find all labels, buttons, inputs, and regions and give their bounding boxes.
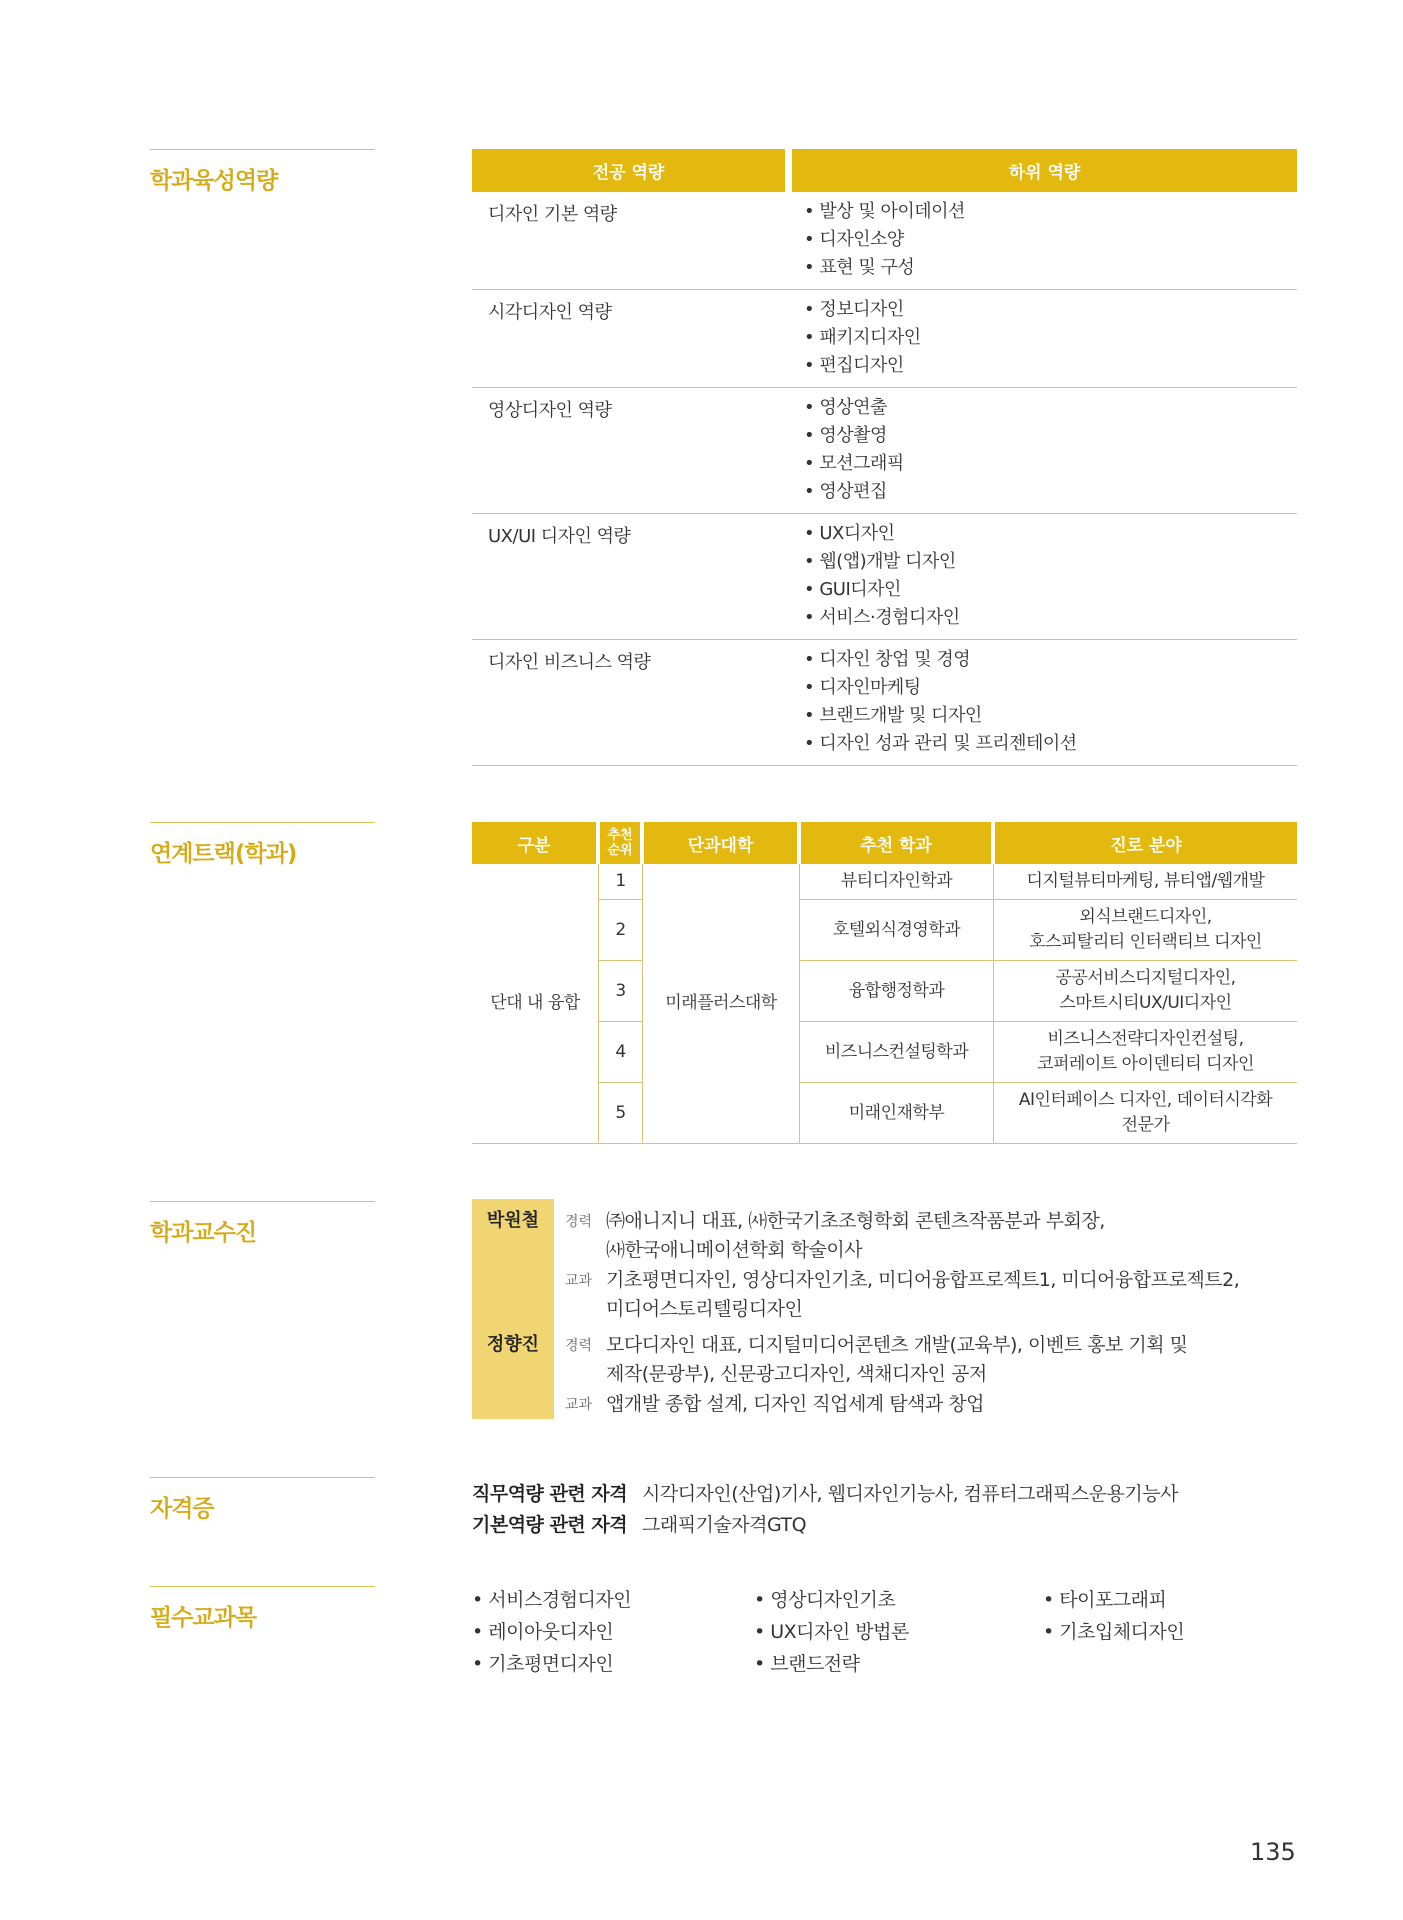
track-table bbox=[472, 822, 1297, 1144]
course-item: • 서비스경험디자인 bbox=[472, 1589, 632, 1611]
faculty-career-line: ㈜애니지니 대표, ㈔한국기초조형학회 콘텐츠작품분과 부회장, bbox=[606, 1210, 1105, 1232]
list-item: • 모션그래픽 bbox=[804, 453, 904, 474]
section-label-required: 필수교과목 bbox=[150, 1586, 375, 1632]
list-item: • 영상촬영 bbox=[804, 425, 887, 446]
course-item: • UX디자인 방법론 bbox=[754, 1621, 909, 1643]
list-item: • 서비스·경험디자인 bbox=[804, 607, 960, 628]
header-category: 구분 bbox=[472, 822, 596, 864]
list-item: • 디자인마케팅 bbox=[804, 677, 921, 698]
faculty-course-line: 기초평면디자인, 영상디자인기초, 미디어융합프로젝트1, 미디어융합프로젝트2, bbox=[606, 1269, 1240, 1291]
header-sub-competency: 하위 역량 bbox=[792, 149, 1297, 192]
track-department: 융합행정학과 bbox=[848, 980, 945, 1001]
table-row bbox=[472, 192, 1297, 290]
list-item: • 정보디자인 bbox=[804, 299, 904, 320]
track-rank: 2 bbox=[615, 919, 626, 940]
course-item: • 기초입체디자인 bbox=[1043, 1621, 1185, 1643]
table-row bbox=[472, 514, 1297, 640]
list-item: • UX디자인 bbox=[804, 523, 895, 544]
list-item: • 영상편집 bbox=[804, 481, 887, 502]
list-item: • 디자인 성과 관리 및 프리젠테이션 bbox=[804, 733, 1077, 754]
track-rank: 5 bbox=[615, 1102, 626, 1123]
list-item: • 발상 및 아이데이션 bbox=[804, 201, 965, 222]
track-career: 공공서비스디지털디자인, 스마트시티UX/UI디자인 bbox=[1055, 968, 1236, 1013]
course-tag: 교과 bbox=[565, 1273, 593, 1289]
course-tag: 교과 bbox=[565, 1397, 593, 1413]
track-department: 비즈니스컨설팅학과 bbox=[824, 1041, 969, 1062]
faculty-course-line: 미디어스토리텔링디자인 bbox=[606, 1298, 803, 1320]
header-career: 진로 분야 bbox=[995, 822, 1297, 864]
faculty-name: 박원철 bbox=[486, 1210, 540, 1231]
course-item: • 기초평면디자인 bbox=[472, 1653, 614, 1675]
track-rank: 4 bbox=[615, 1041, 626, 1062]
header-rank-line2: 순위 bbox=[607, 843, 633, 858]
track-career: AI인터페이스 디자인, 데이터시각화 전문가 bbox=[1018, 1090, 1273, 1135]
cert-basic-value: 그래픽기술자격GTQ bbox=[642, 1514, 807, 1536]
section-label-certificates: 자격증 bbox=[150, 1477, 375, 1523]
course-item: • 영상디자인기초 bbox=[754, 1589, 896, 1611]
header-rank-line1: 추천 bbox=[607, 828, 633, 843]
major-competency: 디자인 비즈니스 역량 bbox=[488, 652, 651, 673]
table-row bbox=[472, 640, 1297, 766]
course-item: • 레이아웃디자인 bbox=[472, 1621, 614, 1643]
sub-competency-list bbox=[792, 192, 1297, 289]
sub-competency-list bbox=[792, 388, 1297, 513]
page-number: 135 bbox=[1250, 1838, 1296, 1866]
header-department: 추천 학과 bbox=[801, 822, 991, 864]
track-career: 외식브랜드디자인, 호스피탈리티 인터랙티브 디자인 bbox=[1029, 907, 1262, 952]
table-row bbox=[472, 290, 1297, 388]
faculty-name: 정향진 bbox=[486, 1334, 540, 1355]
competency-table-header bbox=[472, 149, 1297, 192]
track-department: 뷰티디자인학과 bbox=[840, 871, 953, 891]
sub-competency-list bbox=[792, 514, 1297, 639]
track-rank: 3 bbox=[615, 980, 626, 1001]
list-item: • 편집디자인 bbox=[804, 355, 904, 376]
track-college: 미래플러스대학 bbox=[665, 993, 777, 1013]
faculty-name-bar bbox=[472, 1199, 554, 1419]
track-department: 미래인재학부 bbox=[848, 1102, 945, 1123]
major-competency: 디자인 기본 역량 bbox=[488, 204, 617, 225]
competency-table bbox=[472, 149, 1297, 766]
section-label-faculty: 학과교수진 bbox=[150, 1201, 375, 1247]
list-item: • GUI디자인 bbox=[804, 579, 901, 600]
faculty-course-line: 앱개발 종합 설계, 디자인 직업세계 탐색과 창업 bbox=[606, 1393, 985, 1415]
career-tag: 경력 bbox=[565, 1338, 593, 1354]
list-item: • 디자인 창업 및 경영 bbox=[804, 649, 971, 670]
track-department: 호텔외식경영학과 bbox=[832, 919, 961, 940]
major-competency: 시각디자인 역량 bbox=[488, 302, 612, 323]
table-row bbox=[472, 388, 1297, 514]
list-item: • 패키지디자인 bbox=[804, 327, 921, 348]
section-label-competency: 학과육성역량 bbox=[150, 149, 375, 195]
sub-competency-list bbox=[792, 640, 1297, 765]
cert-basic-label: 기본역량 관련 자격 bbox=[472, 1514, 628, 1536]
header-rank bbox=[600, 822, 640, 864]
list-item: • 디자인소양 bbox=[804, 229, 904, 250]
faculty-career-line: 제작(문광부), 신문광고디자인, 색채디자인 공저 bbox=[606, 1363, 987, 1385]
cert-job-label: 직무역량 관련 자격 bbox=[472, 1483, 628, 1505]
track-rank: 1 bbox=[615, 871, 626, 891]
header-major-competency: 전공 역량 bbox=[472, 149, 785, 192]
faculty-career-line: ㈔한국애니메이션학회 학술이사 bbox=[606, 1239, 863, 1261]
list-item: • 브랜드개발 및 디자인 bbox=[804, 705, 982, 726]
track-category: 단대 내 융합 bbox=[490, 993, 580, 1013]
list-item: • 표현 및 구성 bbox=[804, 257, 915, 278]
header-college: 단과대학 bbox=[644, 822, 797, 864]
course-item: • 타이포그래피 bbox=[1043, 1589, 1167, 1611]
section-label-track: 연계트랙(학과) bbox=[150, 822, 375, 868]
sub-competency-list bbox=[792, 290, 1297, 387]
career-tag: 경력 bbox=[565, 1214, 593, 1230]
faculty-career-line: 모다디자인 대표, 디지털미디어콘텐츠 개발(교육부), 이벤트 홍보 기획 및 bbox=[606, 1334, 1188, 1356]
cert-job-value: 시각디자인(산업)기사, 웹디자인기능사, 컴퓨터그래픽스운용기능사 bbox=[642, 1483, 1178, 1505]
course-item: • 브랜드전략 bbox=[754, 1653, 860, 1675]
list-item: • 영상연출 bbox=[804, 397, 887, 418]
major-competency: 영상디자인 역량 bbox=[488, 400, 612, 421]
list-item: • 웹(앱)개발 디자인 bbox=[804, 551, 956, 572]
track-career: 비즈니스전략디자인컨설팅, 코퍼레이트 아이덴티티 디자인 bbox=[1037, 1029, 1254, 1074]
major-competency: UX/UI 디자인 역량 bbox=[488, 526, 631, 547]
track-career: 디지털뷰티마케팅, 뷰티앱/웹개발 bbox=[1026, 871, 1265, 891]
